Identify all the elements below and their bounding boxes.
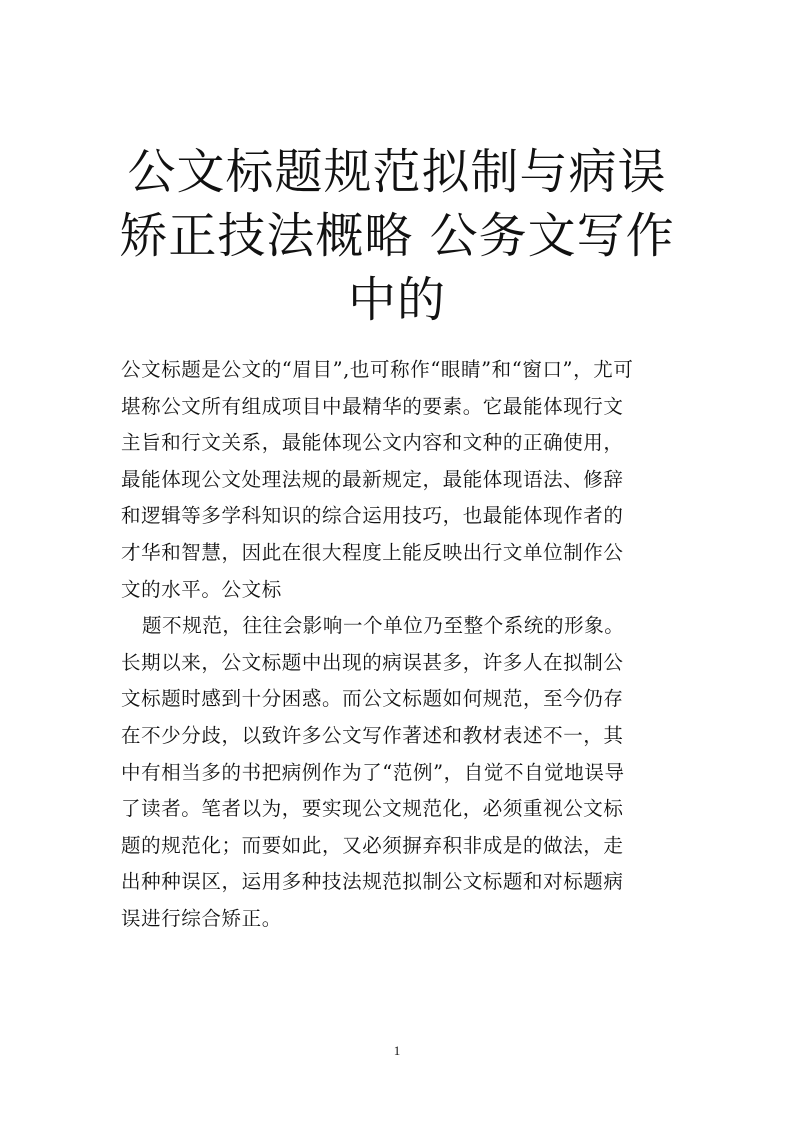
paragraph-1-line: 主旨和行文关系，最能体现公文内容和文种的正确使用， [121, 431, 624, 455]
paragraph-2-line: 文标题时感到十分困惑。而公文标题如何规范，至今仍存 [121, 687, 624, 711]
page-number: 1 [393, 1043, 401, 1058]
paragraph-1-line: 公文标题是公文的“眉目”,也可称作“眼睛”和“窗口”，尤可 [121, 358, 634, 381]
paragraph-2-line: 长期以来，公文标题中出现的病误甚多，许多人在拟制公 [121, 650, 624, 674]
body-text [121, 352, 666, 938]
paragraph-2-line: 误进行综合矫正。 [121, 906, 282, 930]
paragraph-1-line: 堪称公文所有组成项目中最精华的要素。它最能体现行文 [121, 394, 624, 418]
paragraph-1 [121, 352, 666, 608]
paragraph-2-line: 题不规范，往往会影响一个单位乃至整个系统的形象。 [142, 614, 625, 638]
title-line-1: 公文标题规范拟制与病误 [127, 144, 667, 200]
paragraph-1-line: 最能体现公文处理法规的最新规定，最能体现语法、修辞 [121, 467, 624, 491]
paragraph-1-line: 文的水平。公文标 [121, 577, 282, 601]
paragraph-2 [121, 608, 666, 937]
title-line-3: 中的 [347, 272, 446, 328]
paragraph-2-line: 题的规范化；而要如此，又必须摒弃积非成是的做法，走 [121, 833, 624, 857]
paragraph-2-line: 出种种误区，运用多种技法规范拟制公文标题和对标题病 [121, 870, 624, 894]
paragraph-2-line: 中有相当多的书把病例作为了“范例”，自觉不自觉地误导 [121, 760, 625, 784]
document-title [100, 140, 694, 332]
paragraph-1-line: 才华和智慧，因此在很大程度上能反映出行文单位制作公 [121, 540, 624, 564]
title-line-2: 矫正技法概略 公务文写作 [119, 208, 675, 264]
paragraph-2-line: 了读者。笔者以为，要实现公文规范化，必须重视公文标 [121, 797, 624, 821]
paragraph-1-line: 和逻辑等多学科知识的综合运用技巧，也最能体现作者的 [121, 504, 624, 528]
paragraph-2-line: 在不少分歧，以致许多公文写作著述和教材表述不一，其 [121, 723, 624, 747]
